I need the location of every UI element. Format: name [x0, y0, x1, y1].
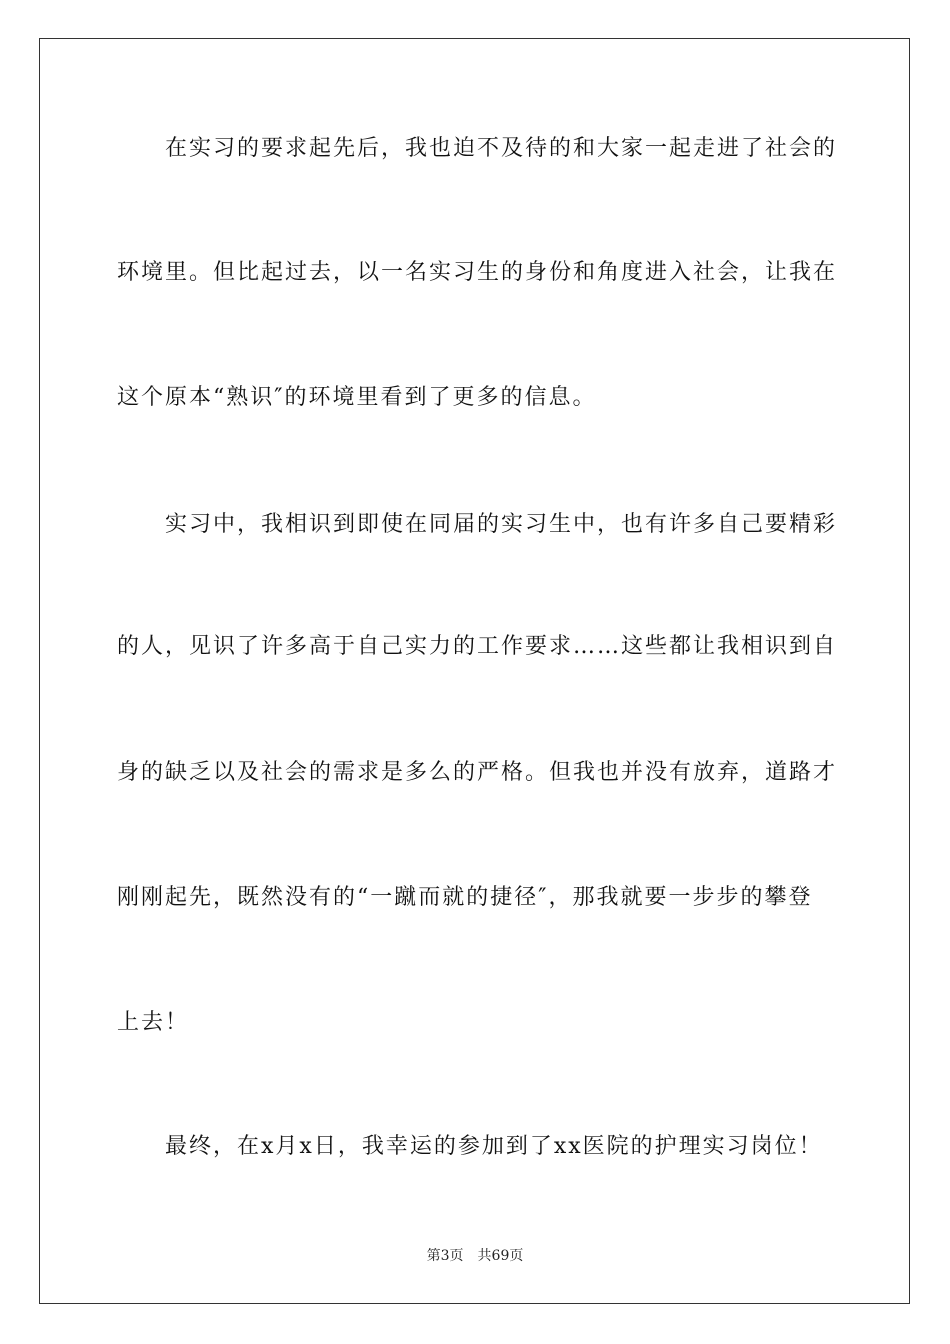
paragraph-3-line-1: 最终，在x月x日，我幸运的参加到了xx医院的护理实习岗位！	[165, 1134, 823, 1159]
page-border	[39, 38, 910, 1304]
paragraph-2-line-4: 刚刚起先，既然没有的“一蹴而就的捷径″，那我就要一步步的攀登	[117, 885, 813, 910]
paragraph-2-line-3: 身的缺乏以及社会的需求是多么的严格。但我也并没有放弃，道路才	[117, 760, 838, 785]
paragraph-1-line-2: 环境里。但比起过去，以一名实习生的身份和角度进入社会，让我在	[117, 260, 838, 285]
page-footer	[0, 1246, 950, 1266]
total-pages: 共69页	[477, 1248, 524, 1264]
paragraph-2-line-2: 的人，见识了许多高于自己实力的工作要求……这些都让我相识到自	[117, 634, 838, 659]
paragraph-2-line-1: 实习中，我相识到即使在同届的实习生中，也有许多自己要精彩	[165, 512, 838, 537]
paragraph-2-line-5: 上去！	[117, 1010, 190, 1035]
page-number: 第3页	[426, 1248, 464, 1264]
paragraph-1-line-1: 在实习的要求起先后，我也迫不及待的和大家一起走进了社会的	[165, 136, 838, 161]
paragraph-1-line-3: 这个原本“熟识″的环境里看到了更多的信息。	[117, 385, 597, 410]
